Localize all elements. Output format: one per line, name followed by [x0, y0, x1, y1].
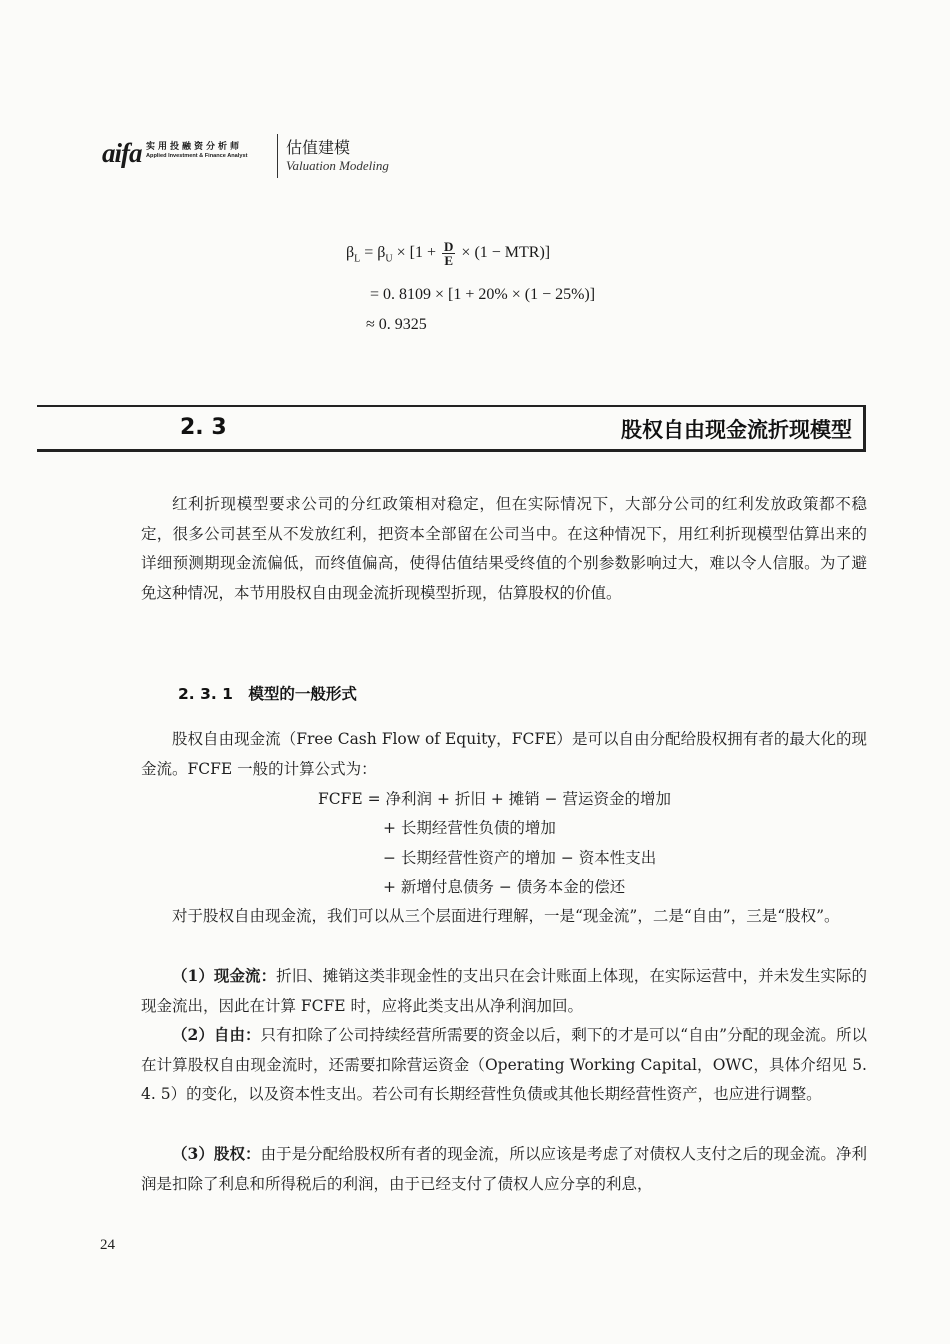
header-subtitle: Valuation Modeling: [286, 158, 389, 173]
point-cash-flow-label: （1）现金流：: [172, 966, 277, 985]
beta-u-subscript: U: [385, 253, 393, 265]
point-equity-text: 由于是分配给股权所有者的现金流，所以应该是考虑了对债权人支付之后的现金流。净利润是扣除了利息和所得税后的利润，由于已经支付了债权人应分享的利息，: [141, 1145, 867, 1193]
point-cash-flow-text: 折旧、摊销这类非现金性的支出只在会计账面上体现，在实际运营中，并未发生实际的现金流出，因此在计算 FCFE 时，应将此类支出从净利润加回。: [141, 967, 867, 1015]
point-free-label: （2）自由：: [172, 1025, 261, 1044]
fcfe-formula-line-4: + 新增付息债务 − 债务本金的偿还: [383, 878, 626, 896]
point-free-text: 只有扣除了公司持续经营所需要的资金以后，剩下的才是可以“自由”分配的现金流。所以在计算股权自由现金流时，还需要扣除营运资金（Operating Working Capital，OWC，具体介绍见 5. 4. 5）的变化，以及资本性支出。若公司有长期经营性负债或其他长期经营性资产，也应进行调整。: [141, 1026, 867, 1104]
subsection-heading: 2. 3. 1 模型的一般形式: [178, 685, 357, 703]
banner-bottom-rule: [37, 449, 866, 452]
fraction-denominator: E: [444, 253, 454, 268]
debt-equity-fraction: [442, 240, 455, 267]
beta-symbol: β: [346, 244, 355, 262]
logo-chinese-text: 实用投融资分析师: [146, 142, 243, 152]
beta-u-symbol: = β: [360, 244, 386, 262]
formula-tax-term: × (1 − MTR)]: [457, 244, 551, 262]
point-equity-paragraph: [141, 1139, 867, 1199]
beta-formula-line-3: ≈ 0. 9325: [366, 316, 427, 333]
header-divider: [277, 134, 278, 178]
logo-english-text: Applied Investment & Finance Analyst: [146, 153, 248, 159]
point-equity-label: （3）股权：: [172, 1144, 261, 1163]
formula-bracket-open: × [1 +: [392, 244, 441, 262]
point-free-paragraph: [141, 1020, 867, 1110]
point-cash-flow-paragraph: [141, 961, 867, 1021]
page-number: 24: [100, 1237, 115, 1253]
fraction-numerator: D: [444, 239, 454, 254]
section-banner: [37, 405, 866, 451]
understanding-paragraph: 对于股权自由现金流，我们可以从三个层面进行理解，一是“现金流”，二是“自由”，三是“股权”。: [172, 907, 840, 925]
fcfe-formula-line-1: FCFE = 净利润 + 折旧 + 摊销 − 营运资金的增加: [318, 790, 672, 808]
beta-l-subscript: L: [354, 253, 361, 265]
section-title: 股权自由现金流折现模型: [621, 418, 852, 442]
header-title: 估值建模: [286, 138, 351, 157]
aifa-logo: aifa: [102, 138, 142, 168]
intro-paragraph: 红利折现模型要求公司的分红政策相对稳定，但在实际情况下，大部分公司的红利发放政策都不稳定，很多公司甚至从不发放红利，把资本全部留在公司当中。在这种情况下，用红利折现模型估算出来的详细预测期现金流偏低，而终值偏高，使得估值结果受终值的个别参数影响过大，难以令人信服。为了避免这种情况，本节用股权自由现金流折现模型折现，估算股权的价值。: [141, 495, 867, 602]
section-number: 2. 3: [180, 415, 227, 440]
beta-formula-line-1: [346, 240, 550, 267]
banner-top-rule: [37, 405, 866, 407]
banner-right-rule: [863, 405, 866, 452]
beta-formula-line-2: = 0. 8109 × [1 + 20% × (1 − 25%)]: [370, 286, 596, 303]
running-header: [102, 134, 422, 180]
fcfe-definition-paragraph: 股权自由现金流（Free Cash Flow of Equity，FCFE）是可以自由分配给股权拥有者的最大化的现金流。FCFE 一般的计算公式为：: [141, 730, 867, 778]
fcfe-formula-line-2: + 长期经营性负债的增加: [383, 819, 556, 837]
fcfe-formula-line-3: − 长期经营性资产的增加 − 资本性支出: [383, 849, 657, 867]
